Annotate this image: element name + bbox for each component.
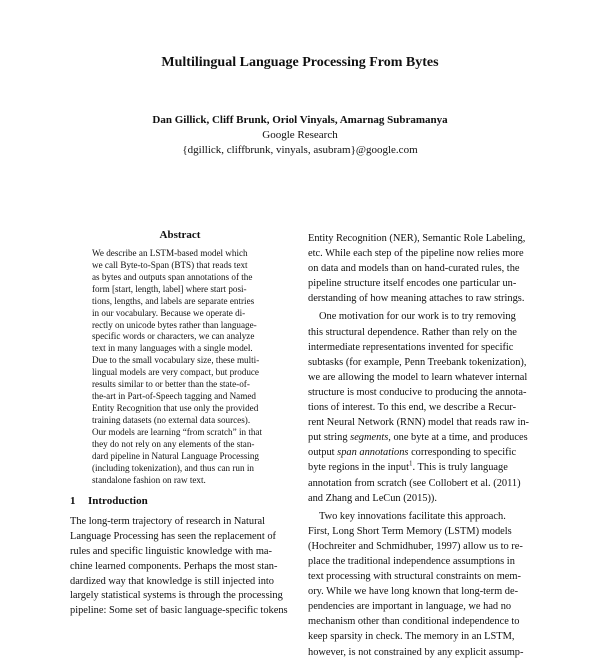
abstract-line: text in many languages with a single model. <box>92 343 253 354</box>
affiliation: Google Research <box>262 129 338 141</box>
text-line: and Zhang and LeCun (2015)). <box>308 492 437 504</box>
text-line: pipeline structure itself encodes one particular un- <box>308 278 517 290</box>
abstract-line: we call Byte-to-Span (BTS) that reads text <box>92 259 248 270</box>
text-line: derstanding of how meaning attaches to raw strings. <box>308 293 525 305</box>
text-run: . This is truly language <box>412 462 508 474</box>
abstract-line: standalone fashion on raw text. <box>92 474 206 485</box>
footnote-marker[interactable]: 1 <box>409 459 413 468</box>
paper-title: Multilingual Language Processing From Bytes <box>161 55 439 70</box>
text-run: put string <box>308 432 351 444</box>
text-line: subtasks (for example, Penn Treebank tokenization), <box>308 356 527 368</box>
author-list: Dan Gillick, Cliff Brunk, Oriol Vinyals, Amarnag Subramanya <box>152 114 448 126</box>
text-line <box>308 445 530 460</box>
intro-line: pipeline: Some set of basic language-specific tokens <box>70 605 288 617</box>
text-line: intermediate representations invented for specific <box>308 341 514 353</box>
text-line <box>308 460 530 475</box>
text-run: byte regions in the input <box>308 462 410 474</box>
text-line: (Hochreiter and Schmidhuber, 1997) allow us to re- <box>308 540 523 552</box>
abstract-line: dard pipeline in Natural Language Processing <box>92 450 259 461</box>
abstract-line: form [start, length, label] where start posi- <box>92 283 247 294</box>
abstract-line: rectly on unicode bytes rather than language- <box>92 319 257 330</box>
author-emails[interactable]: {dgillick, cliffbrunk, vinyals, asubram}@google.com <box>182 144 418 156</box>
paragraph-motivation <box>308 309 530 505</box>
text-line: text processing with structural constraints on mem- <box>308 571 521 583</box>
text-line: tions of interest. To this end, we describe a Recur- <box>308 402 517 414</box>
text-run: output <box>308 447 338 459</box>
abstract-line: as bytes and outputs span annotations of the <box>92 271 253 282</box>
section-number: 1 <box>70 495 76 507</box>
emphasis-segments: segments <box>350 432 389 444</box>
intro-line: chine learned components. Perhaps the most stan- <box>70 560 278 572</box>
text-line: we are allowing the model to learn whatever internal <box>308 371 528 383</box>
right-column <box>308 231 530 660</box>
abstract-line: specific words or characters, we can analyze <box>92 331 255 342</box>
text-line: annotation from scratch (see Collobert et al. (2011) <box>308 477 521 489</box>
text-line: Two key innovations facilitate this approach. <box>319 510 506 522</box>
abstract-line: in our vocabulary. Because we operate di- <box>92 307 246 318</box>
introduction-body <box>70 515 300 619</box>
intro-line: The long-term trajectory of research in Natural <box>70 516 266 527</box>
abstract-line: We describe an LSTM-based model which <box>92 248 248 258</box>
abstract-line: they do not rely on any elements of the stan- <box>92 438 255 449</box>
text-line: etc. While each step of the pipeline now relies more <box>308 248 524 260</box>
text-line: First, Long Short Term Memory (LSTM) models <box>308 525 512 537</box>
abstract-line: (including tokenization), and thus can run in <box>92 462 254 473</box>
abstract-line: Due to the small vocabulary size, these multi- <box>92 355 260 366</box>
text-run: corresponding to specific <box>408 447 517 459</box>
intro-line: largely statistical systems is through the processing <box>70 590 283 602</box>
text-line: mechanism other than conditional independence to <box>308 616 520 628</box>
abstract-line: results similar to or better than the state-of- <box>92 379 250 390</box>
text-line: however, is not constrained by any explicit assump- <box>308 646 524 658</box>
text-run: , one byte at a time, and produces <box>388 432 528 444</box>
abstract-line: Entity Recognition that use only the provided <box>92 402 259 413</box>
intro-line: rules and specific linguistic knowledge with ma- <box>70 545 272 557</box>
text-line: rent Neural Network (RNN) model that reads raw in- <box>308 417 530 429</box>
abstract-line: tions, lengths, and labels are separate entries <box>92 295 255 306</box>
text-line: ory. While we have long known that long-term de- <box>308 586 519 598</box>
text-line: pendencies are important in language, we had no <box>308 601 512 613</box>
abstract-line: the-art in Part-of-Speech tagging and Named <box>92 391 256 402</box>
abstract-line: Our models are learning “from scratch” in that <box>92 426 263 437</box>
paragraph-pipeline <box>308 231 530 306</box>
section-title: Introduction <box>88 495 148 507</box>
text-line: on data and models than on hand-curated rules, the <box>308 263 520 275</box>
text-line: place the traditional independence assumptions in <box>308 555 515 567</box>
abstract-body <box>92 248 268 486</box>
text-line <box>308 430 530 445</box>
section-heading-introduction <box>70 495 300 507</box>
text-line: structure is most conducive to producing the annota- <box>308 386 527 398</box>
abstract-line: lingual models are very compact, but produce <box>92 367 259 378</box>
text-line: this structural dependence. Rather than rely on the <box>308 326 517 338</box>
abstract-line: training datasets (no external data sources). <box>92 414 251 425</box>
intro-line: Language Processing has seen the replacement of <box>70 530 277 542</box>
paragraph-innovations <box>308 509 530 660</box>
intro-line: dardized way that knowledge is still injected into <box>70 575 275 587</box>
text-line: keep sparsity in check. The memory in an LSTM, <box>308 631 515 643</box>
emphasis-span-annotations: span annotations <box>337 447 409 459</box>
text-line: One motivation for our work is to try removing <box>319 311 516 323</box>
text-line: Entity Recognition (NER), Semantic Role Labeling, <box>308 233 526 244</box>
abstract-heading: Abstract <box>159 229 201 241</box>
